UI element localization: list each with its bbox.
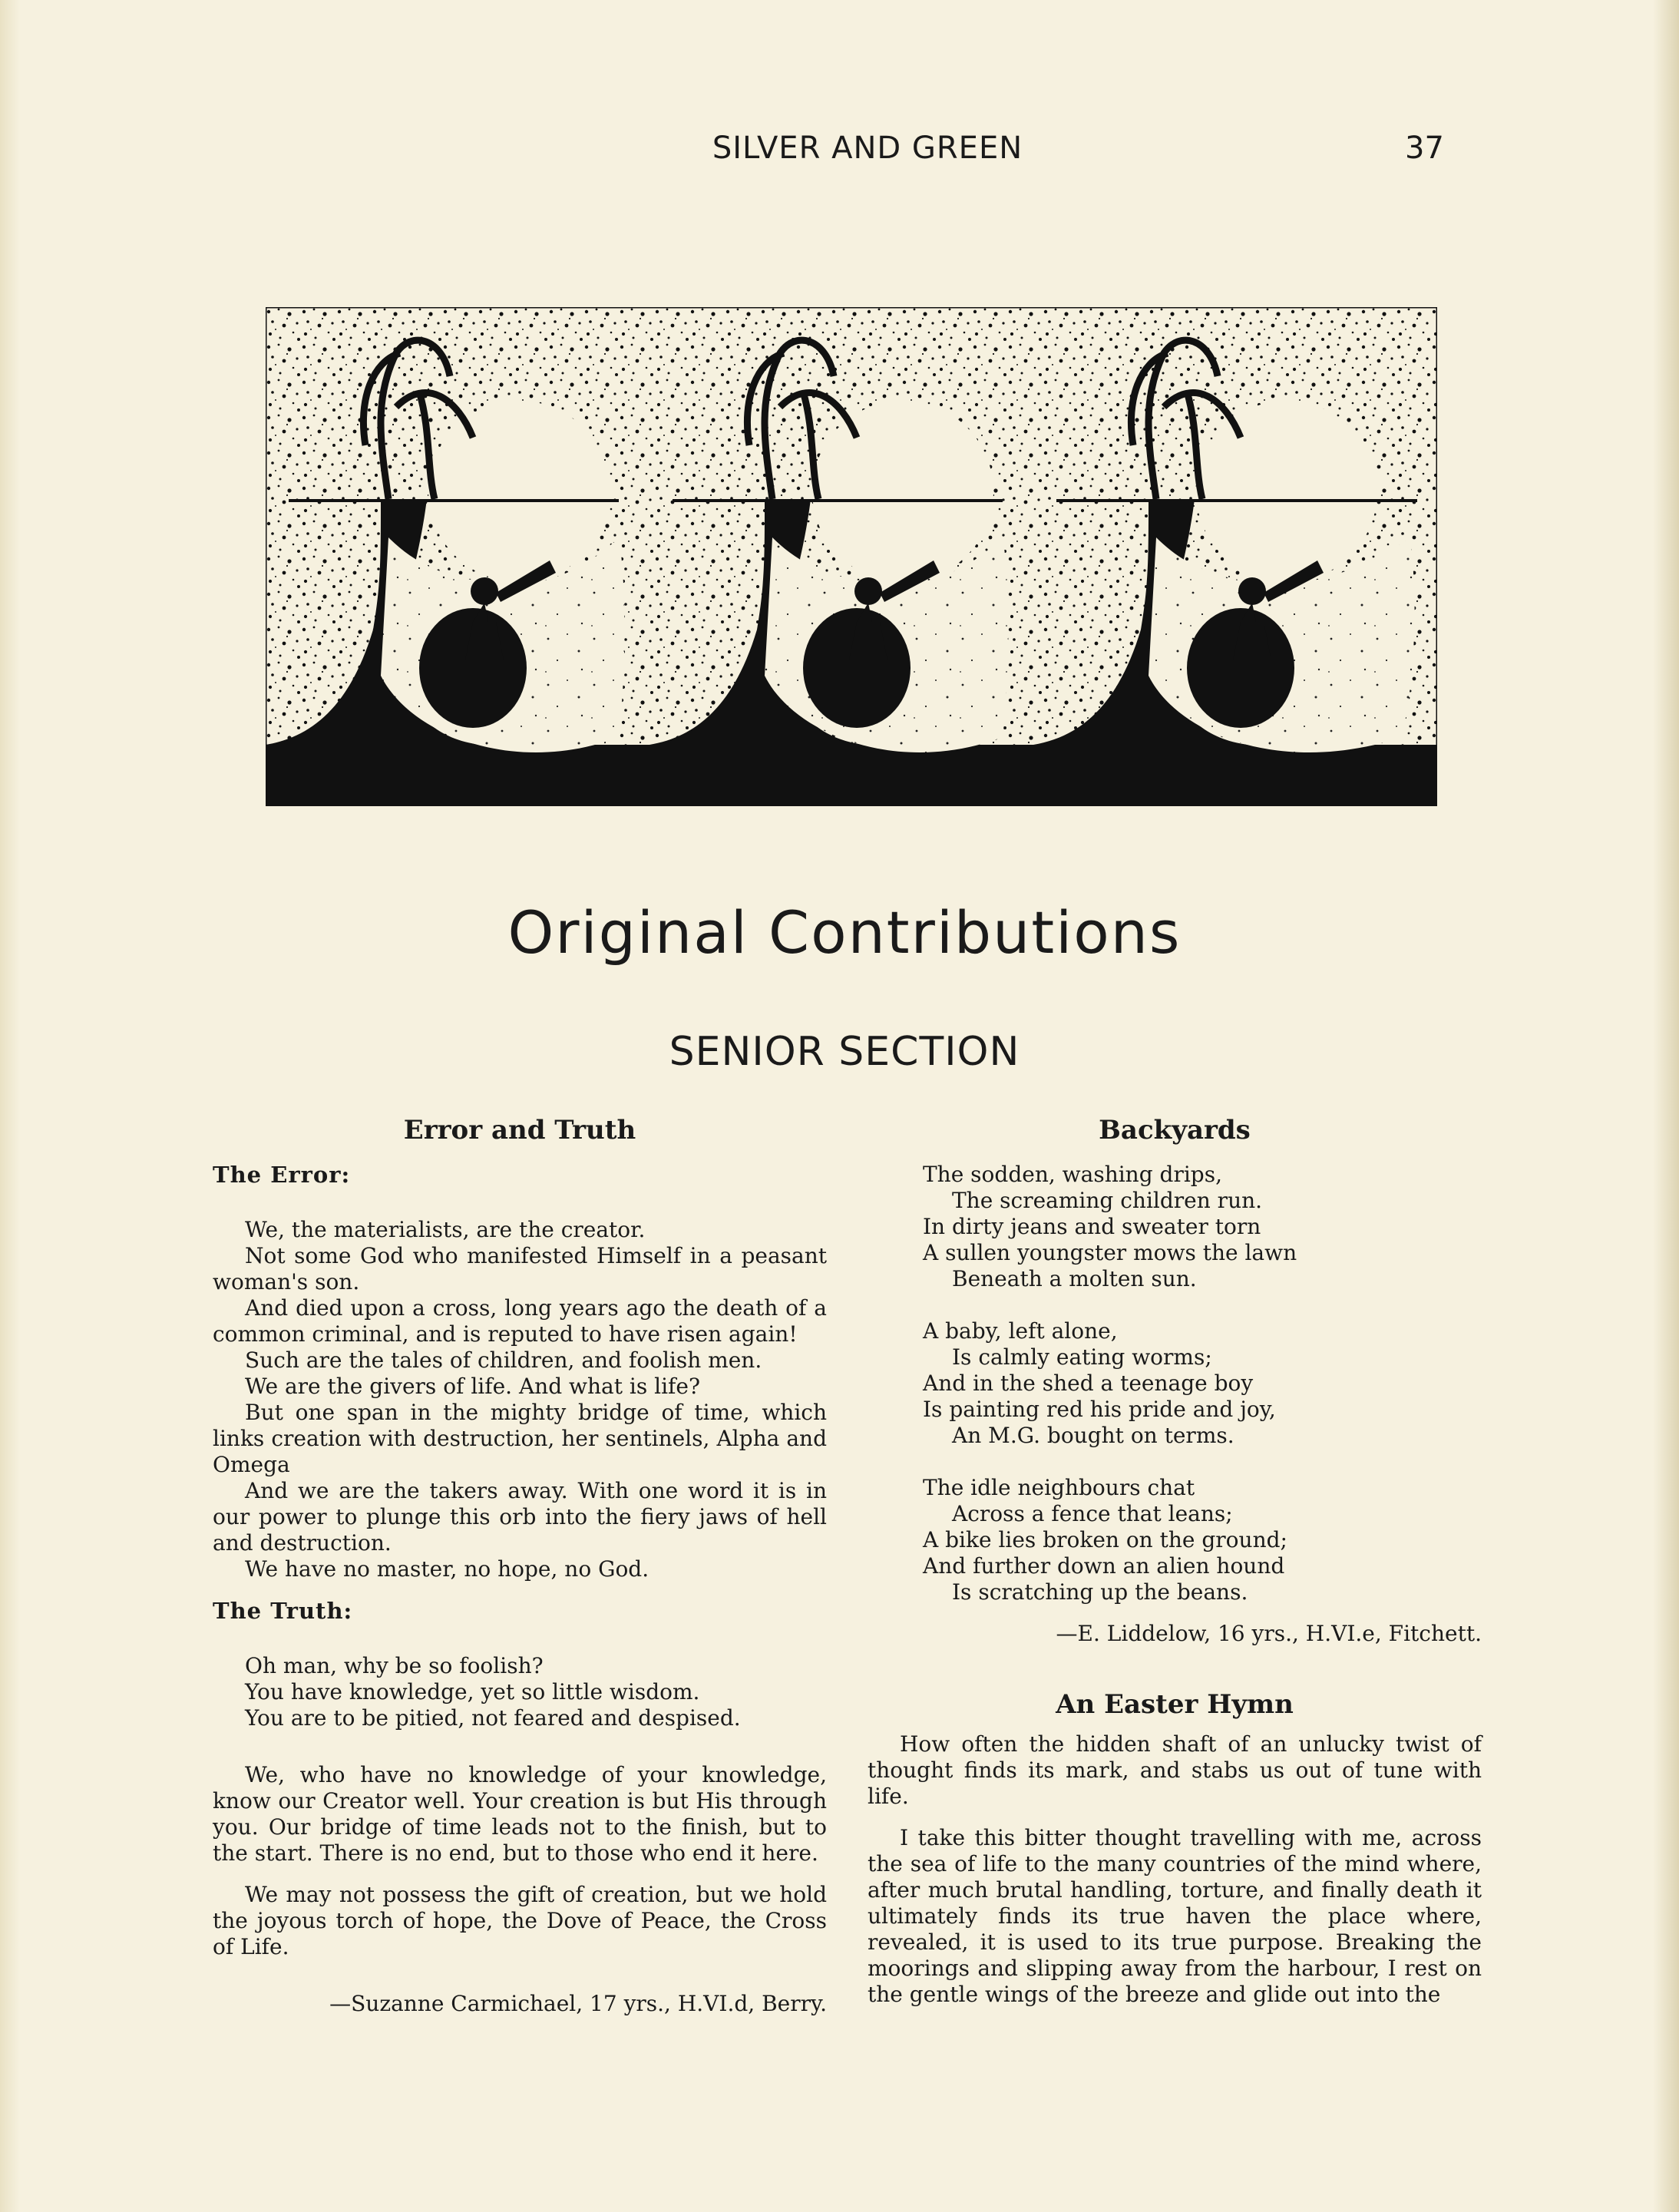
main-title: Original Contributions xyxy=(507,898,1182,967)
stanza-line: The screaming children run. xyxy=(952,1188,1263,1213)
stanza xyxy=(868,1318,1482,1449)
stanza-line: Beneath a molten sun. xyxy=(952,1266,1197,1291)
page-edge-left xyxy=(0,0,20,2212)
error-line: Not some God who manifested Himself in a peasant woman's son. xyxy=(213,1243,827,1294)
truth-line: You have knowledge, yet so little wisdom. xyxy=(245,1679,700,1704)
silhouette-illustration xyxy=(266,307,1437,806)
error-line: But one span in the mighty bridge of time, which links creation with destruction, her sentinels, Alpha and Omega xyxy=(213,1400,827,1477)
stanza-line: And further down an alien hound xyxy=(923,1553,1285,1579)
stanza-line: In dirty jeans and sweater torn xyxy=(923,1214,1261,1239)
right-column xyxy=(868,1117,1482,2023)
left-column xyxy=(213,1117,827,2017)
stanza-line: Across a fence that leans; xyxy=(952,1501,1233,1526)
poem-title-error-and-truth: Error and Truth xyxy=(403,1115,636,1146)
hymn-paragraph: I take this bitter thought travelling with me, across the sea of life to the many countries of the mind where, after much brutal handling, torture, and finally death it ultimately finds its true haven the place where, revealed, it is used to its true purpose. Breaking the moorings and slipping away from the harbour, I rest on the gentle wings of the breeze and glide out into the xyxy=(868,1825,1482,2007)
error-line: We are the givers of life. And what is life? xyxy=(245,1374,700,1399)
truth-label: The Truth: xyxy=(213,1598,353,1624)
attribution-liddelow: —E. Liddelow, 16 yrs., H.VI.e, Fitchett. xyxy=(1056,1621,1482,1646)
stanza-line: A sullen youngster mows the lawn xyxy=(923,1240,1297,1265)
stanza-line: A baby, left alone, xyxy=(923,1318,1118,1344)
error-line: And died upon a cross, long years ago the death of a common criminal, and is reputed to have risen again! xyxy=(213,1295,827,1347)
truth-paragraph: We, who have no knowledge of your knowledge, know our Creator well. Your creation is but His through you. Our bridge of time leads not to the finish, but to the start. There is no end, but to those who end it here. xyxy=(213,1762,827,1866)
attribution-carmichael: —Suzanne Carmichael, 17 yrs., H.VI.d, Berry. xyxy=(329,1991,827,2016)
stanza-line: The idle neighbours chat xyxy=(923,1475,1195,1500)
stanza-line: And in the shed a teenage boy xyxy=(923,1371,1254,1396)
error-line: Such are the tales of children, and foolish men. xyxy=(245,1347,762,1373)
section-title: SENIOR SECTION xyxy=(669,1029,1020,1075)
running-header: SILVER AND GREEN xyxy=(712,131,1023,166)
poem-title-easter-hymn: An Easter Hymn xyxy=(1056,1689,1294,1720)
stanza-line: Is calmly eating worms; xyxy=(952,1344,1212,1370)
error-line: We, the materialists, are the creator. xyxy=(245,1217,646,1242)
stanza-line: A bike lies broken on the ground; xyxy=(923,1527,1287,1552)
page-edge-right xyxy=(1653,0,1679,2212)
stanza-line: An M.G. bought on terms. xyxy=(952,1423,1234,1448)
stanza-line: The sodden, washing drips, xyxy=(923,1162,1222,1187)
poem-title-backyards: Backyards xyxy=(1099,1115,1251,1146)
truth-paragraph: We may not possess the gift of creation, but we hold the joyous torch of hope, the Dove of Peace, the Cross of Life. xyxy=(213,1882,827,1959)
error-label: The Error: xyxy=(213,1162,351,1188)
page-number: 37 xyxy=(1405,131,1444,166)
truth-line: You are to be pitied, not feared and despised. xyxy=(245,1705,741,1731)
stanza xyxy=(868,1162,1482,1292)
stanza-line: Is painting red his pride and joy, xyxy=(923,1397,1276,1422)
error-line: We have no master, no hope, no God. xyxy=(245,1556,649,1582)
stanza xyxy=(868,1475,1482,1605)
error-line: And we are the takers away. With one word it is in our power to plunge this orb into the fiery jaws of hell and destruction. xyxy=(213,1478,827,1556)
hymn-paragraph: How often the hidden shaft of an unlucky twist of thought finds its mark, and stabs us out of tune with life. xyxy=(868,1731,1482,1809)
truth-line: Oh man, why be so foolish? xyxy=(245,1653,544,1678)
stanza-line: Is scratching up the beans. xyxy=(952,1579,1248,1605)
